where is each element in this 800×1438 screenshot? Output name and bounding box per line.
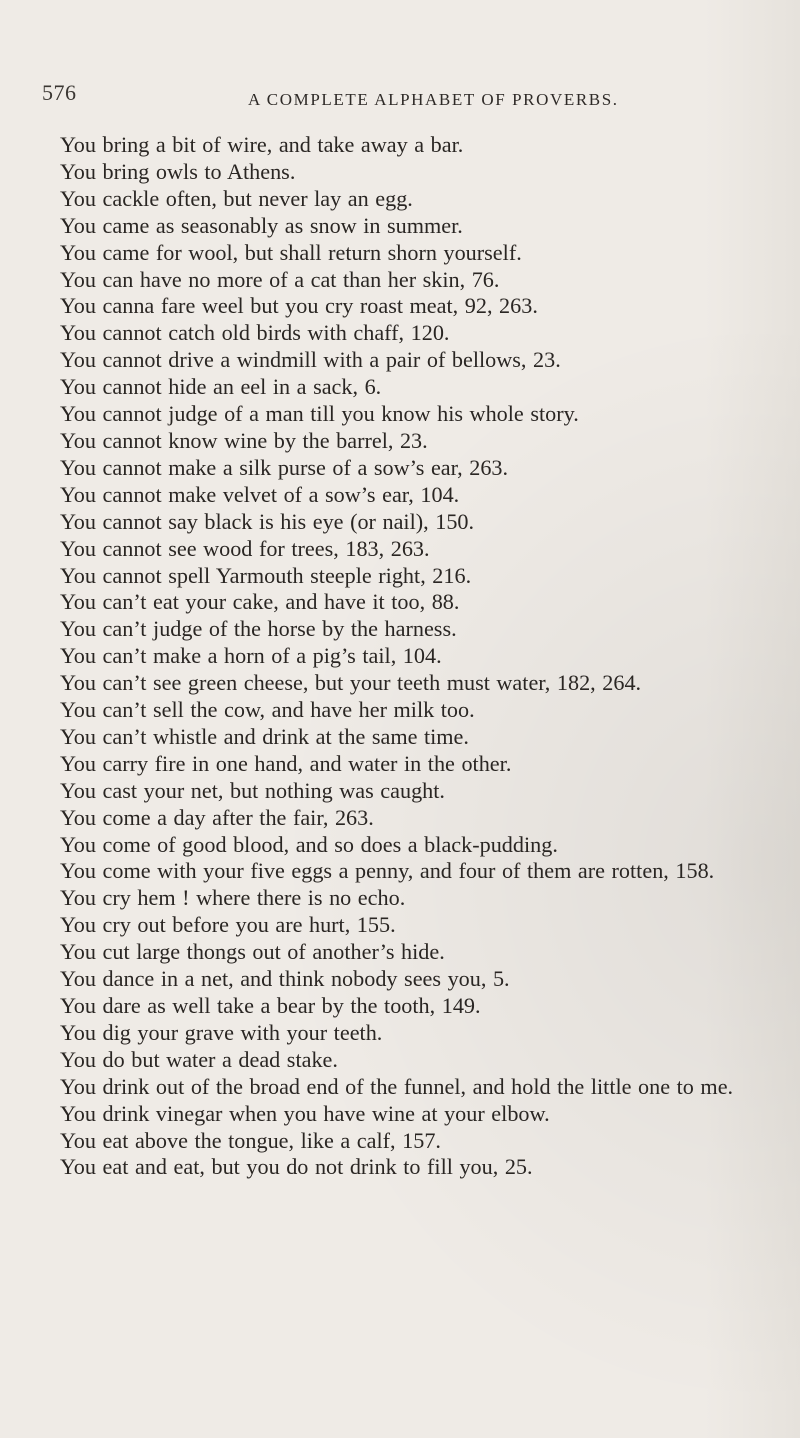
proverb-entry: You cry hem ! where there is no echo. bbox=[60, 885, 406, 911]
proverb-entry: You can have no more of a cat than her skin, 76. bbox=[60, 266, 500, 292]
proverb-entry: You can’t eat your cake, and have it too, 88. bbox=[60, 589, 460, 615]
proverb-entry: You can’t make a horn of a pig’s tail, 104. bbox=[60, 643, 442, 669]
proverb-entry: You cast your net, but nothing was caught. bbox=[60, 777, 445, 803]
proverb-entry: You dig your grave with your teeth. bbox=[60, 1019, 383, 1045]
proverb-entry: You cry out before you are hurt, 155. bbox=[60, 912, 396, 938]
proverb-entry: You canna fare weel but you cry roast meat, 92, 263. bbox=[60, 293, 538, 319]
proverb-entry: You cannot drive a windmill with a pair of bellows, 23. bbox=[60, 347, 561, 373]
proverb-entry: You eat above the tongue, like a calf, 157. bbox=[60, 1127, 441, 1153]
proverb-entry: You can’t judge of the horse by the harness. bbox=[60, 616, 457, 642]
proverb-entry: You cannot catch old birds with chaff, 120. bbox=[60, 320, 450, 346]
proverb-entry: You cannot see wood for trees, 183, 263. bbox=[60, 535, 430, 561]
proverb-entry: You dare as well take a bear by the tooth, 149. bbox=[60, 993, 481, 1018]
proverb-entry: You can’t whistle and drink at the same time. bbox=[60, 723, 469, 749]
proverb-entry: You cannot spell Yarmouth steeple right, 216. bbox=[60, 562, 472, 588]
proverb-entry: You come of good blood, and so does a black-pudding. bbox=[60, 831, 558, 857]
proverb-entry: You drink vinegar when you have wine at your elbow. bbox=[60, 1100, 550, 1126]
proverb-entry: You cannot judge of a man till you know his whole story. bbox=[60, 401, 579, 427]
proverb-entry: You can’t sell the cow, and have her milk too. bbox=[60, 697, 475, 723]
proverb-entry: You eat and eat, but you do not drink to fill you, 25. bbox=[60, 1154, 533, 1180]
running-head bbox=[42, 80, 762, 120]
proverb-entry: You bring a bit of wire, and take away a bar. bbox=[60, 132, 464, 157]
proverb-entry: You cannot know wine by the barrel, 23. bbox=[60, 427, 428, 453]
proverb-entry: You come with your five eggs a penny, and four of them are rotten, 158. bbox=[60, 858, 715, 884]
proverb-entry: You cut large thongs out of another’s hide. bbox=[60, 939, 445, 965]
proverb-entry: You came as seasonably as snow in summer. bbox=[60, 212, 463, 238]
proverb-entry: You cackle often, but never lay an egg. bbox=[60, 185, 413, 211]
proverb-entry: You dance in a net, and think nobody sees you, 5. bbox=[60, 966, 510, 992]
page-title: A COMPLETE ALPHABET OF PROVERBS. bbox=[248, 90, 619, 109]
proverb-entry: You cannot hide an eel in a sack, 6. bbox=[60, 374, 382, 400]
proverb-entry: You cannot make a silk purse of a sow’s ear, 263. bbox=[60, 454, 509, 480]
proverb-entry: You cannot say black is his eye (or nail), 150. bbox=[60, 508, 475, 534]
proverb-entry: You came for wool, but shall return shorn yourself. bbox=[60, 239, 522, 265]
proverb-entry: You can’t see green cheese, but your teeth must water, 182, 264. bbox=[60, 670, 642, 696]
proverb-entry: You do but water a dead stake. bbox=[60, 1046, 338, 1072]
proverb-entry: You carry fire in one hand, and water in the other. bbox=[60, 750, 512, 776]
page-number: 576 bbox=[42, 80, 77, 105]
proverb-list bbox=[60, 132, 780, 1181]
proverb-entry: You bring owls to Athens. bbox=[60, 158, 296, 184]
proverb-entry: You cannot make velvet of a sow’s ear, 104. bbox=[60, 481, 460, 507]
proverb-entry: You drink out of the broad end of the funnel, and hold the little one to me. bbox=[60, 1073, 734, 1099]
proverb-entry: You come a day after the fair, 263. bbox=[60, 804, 374, 830]
